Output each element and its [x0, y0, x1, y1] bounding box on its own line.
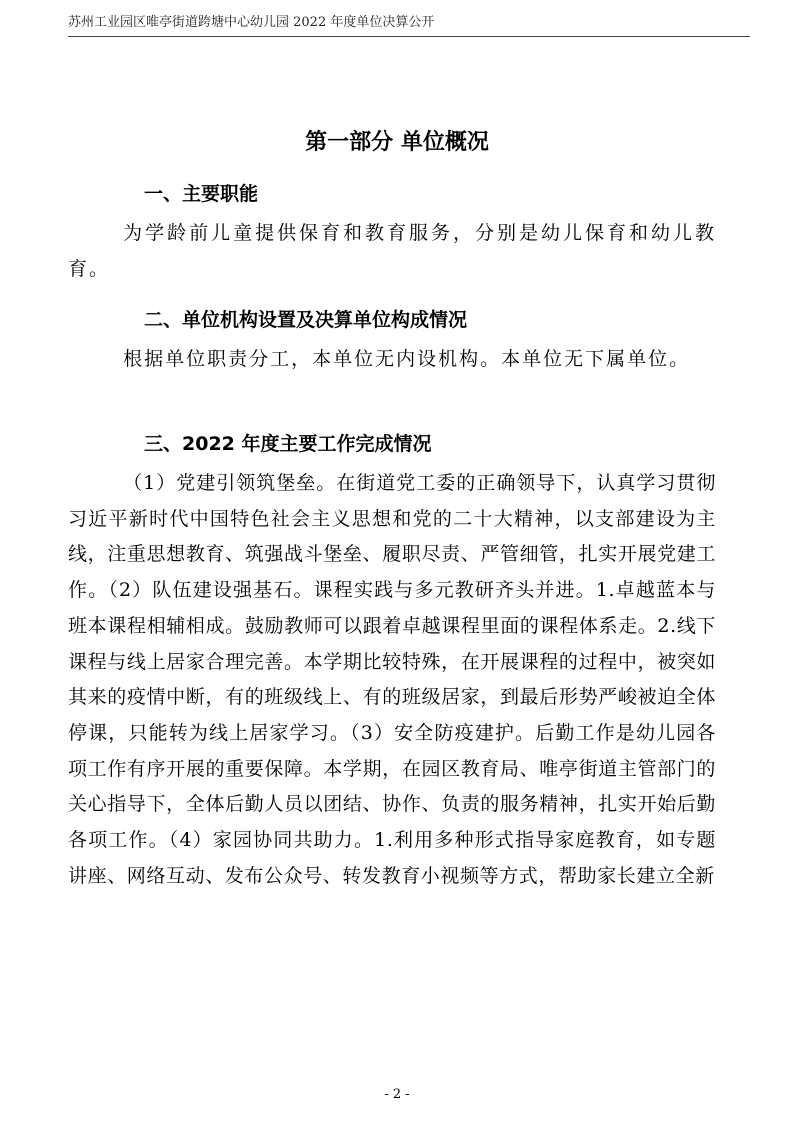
header-divider — [68, 36, 750, 37]
section-heading-structure: 二、单位机构设置及决算单位构成情况 — [144, 309, 468, 331]
section-heading-functions: 一、主要职能 — [144, 183, 259, 205]
paragraph-structure: 根据单位职责分工，本单位无内设机构。本单位无下属单位。 — [123, 348, 691, 370]
section-heading-work: 三、2022 年度主要工作完成情况 — [144, 433, 432, 455]
page-number: - 2 - — [384, 1087, 410, 1102]
paragraph-functions: 为学龄前儿童提供保育和教育服务，分别是幼儿保育和幼儿教育。 — [68, 222, 716, 280]
header-text: 苏州工业园区唯亭街道跨塘中心幼儿园 2022 年度单位决算公开 — [68, 15, 435, 30]
paragraph-work: （1）党建引领筑堡垒。在街道党工委的正确领导下，认真学习贯彻习近平新时代中国特色社会主义思想和党的二十大精神，以支部建设为主线，注重思想教育、筑强战斗堡垒、履职尽责、严管细管，扎实开展党建工作。（2）队伍建设强基石。课程实践与多元教研齐头并进。1.卓越蓝本与班本课程相辅相成。鼓励教师可以跟着卓越课程里面的课程体系走。2.线下课程与线上居家合理完善。本学期比较特殊，在开展课程的过程中，被突如其来的疫情中断，有的班级线上、有的班级居家，到最后形势严峻被迫全体停课，只能转为线上居家学习。（3）安全防疫建护。后勤工作是幼儿园各项工作有序开展的重要保障。本学期，在园区教育局、唯亭街道主管部门的关心指导下，全体后勤人员以团结、协作、负责的服务精神，扎实开始后勤各项工作。（4）家园协同共助力。1.利用多种形式指导家庭教育，如专题讲座、网络互动、发布公众号、转发教育小视频等方式，帮助家长建立全新 — [68, 472, 716, 887]
page-title: 第一部分 单位概况 — [305, 130, 489, 155]
